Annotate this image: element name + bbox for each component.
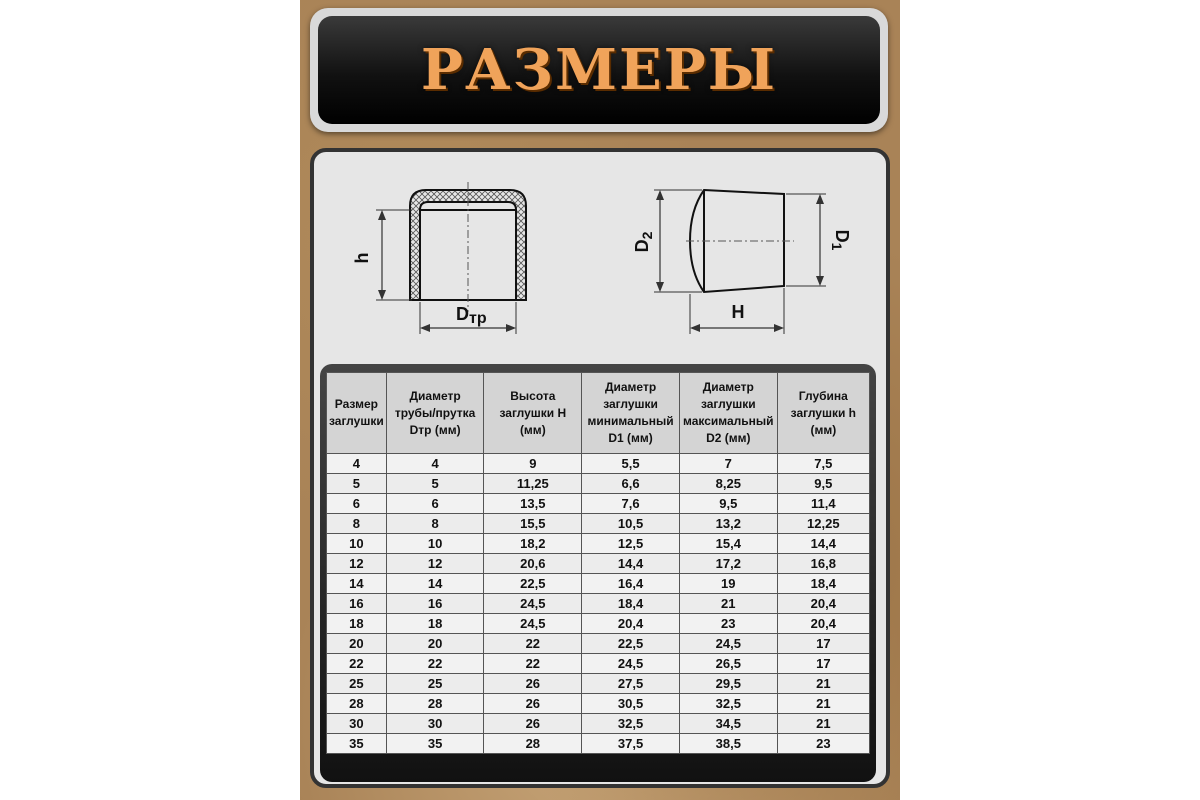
table-row xyxy=(327,474,870,494)
dimension-diagram xyxy=(314,152,886,352)
table-cell: 7,5 xyxy=(777,454,869,474)
table-cell: 29,5 xyxy=(679,674,777,694)
table-row xyxy=(327,734,870,754)
table-cell: 5 xyxy=(327,474,387,494)
table-cell: 7 xyxy=(679,454,777,474)
header-height: Высота заглушки H (мм) xyxy=(484,373,582,454)
table-row xyxy=(327,594,870,614)
table-row xyxy=(327,674,870,694)
table-cell: 37,5 xyxy=(582,734,680,754)
table-cell: 18 xyxy=(386,614,484,634)
table-cell: 18,4 xyxy=(582,594,680,614)
table-cell: 22 xyxy=(327,654,387,674)
table-cell: 21 xyxy=(679,594,777,614)
table-cell: 12,25 xyxy=(777,514,869,534)
table-cell: 23 xyxy=(679,614,777,634)
table-cell: 26 xyxy=(484,674,582,694)
table-cell: 4 xyxy=(386,454,484,474)
table-cell: 21 xyxy=(777,694,869,714)
table-cell: 24,5 xyxy=(484,594,582,614)
label-h: h xyxy=(352,252,372,264)
table-cell: 6 xyxy=(327,494,387,514)
sizes-table xyxy=(326,372,870,754)
table-row xyxy=(327,574,870,594)
table-row xyxy=(327,654,870,674)
table-cell: 10,5 xyxy=(582,514,680,534)
table-cell: 25 xyxy=(386,674,484,694)
table-cell: 28 xyxy=(386,694,484,714)
table-row xyxy=(327,534,870,554)
table-cell: 35 xyxy=(386,734,484,754)
table-cell: 8 xyxy=(386,514,484,534)
table-cell: 5 xyxy=(386,474,484,494)
table-cell: 26 xyxy=(484,714,582,734)
table-cell: 26 xyxy=(484,694,582,714)
table-cell: 11,4 xyxy=(777,494,869,514)
title-banner xyxy=(310,8,888,132)
table-cell: 17,2 xyxy=(679,554,777,574)
table-row xyxy=(327,694,870,714)
table-row xyxy=(327,634,870,654)
header-size: Размер заглушки xyxy=(327,373,387,454)
table-cell: 20 xyxy=(327,634,387,654)
table-cell: 10 xyxy=(386,534,484,554)
cap-section-drawing xyxy=(376,182,526,334)
table-cell: 14,4 xyxy=(777,534,869,554)
content-panel xyxy=(310,148,890,788)
table-cell: 18 xyxy=(327,614,387,634)
table-cell: 6 xyxy=(386,494,484,514)
table-cell: 14 xyxy=(327,574,387,594)
table-cell: 5,5 xyxy=(582,454,680,474)
table-cell: 13,2 xyxy=(679,514,777,534)
table-cell: 30 xyxy=(386,714,484,734)
label-d1: $D_1$ xyxy=(829,229,852,251)
table-cell: 13,5 xyxy=(484,494,582,514)
table-cell: 12 xyxy=(386,554,484,574)
table-header-row xyxy=(327,373,870,454)
table-cell: 14,4 xyxy=(582,554,680,574)
table-cell: 16,8 xyxy=(777,554,869,574)
table-cell: 23 xyxy=(777,734,869,754)
table-cell: 30 xyxy=(327,714,387,734)
table-cell: 18,2 xyxy=(484,534,582,554)
label-H: H xyxy=(731,302,745,322)
table-cell: 21 xyxy=(777,674,869,694)
label-d2: $D_2$ xyxy=(632,231,655,253)
table-cell: 26,5 xyxy=(679,654,777,674)
table-cell: 17 xyxy=(777,634,869,654)
table-cell: 21 xyxy=(777,714,869,734)
table-cell: 15,4 xyxy=(679,534,777,554)
table-cell: 27,5 xyxy=(582,674,680,694)
table-cell: 28 xyxy=(484,734,582,754)
table-cell: 22,5 xyxy=(582,634,680,654)
table-cell: 12 xyxy=(327,554,387,574)
table-cell: 4 xyxy=(327,454,387,474)
table-cell: 11,25 xyxy=(484,474,582,494)
table-cell: 9 xyxy=(484,454,582,474)
table-row xyxy=(327,614,870,634)
table-cell: 20 xyxy=(386,634,484,654)
title-banner-inner xyxy=(318,16,880,124)
table-cell: 30,5 xyxy=(582,694,680,714)
table-cell: 8,25 xyxy=(679,474,777,494)
table-row xyxy=(327,494,870,514)
table-row xyxy=(327,454,870,474)
header-max-diameter: Диаметр заглушки максимальный D2 (мм) xyxy=(679,373,777,454)
table-cell: 9,5 xyxy=(777,474,869,494)
table-cell: 10 xyxy=(327,534,387,554)
table-cell: 35 xyxy=(327,734,387,754)
table-cell: 22,5 xyxy=(484,574,582,594)
table-cell: 14 xyxy=(386,574,484,594)
page-title: РАЗМЕРЫ xyxy=(420,37,778,103)
table-cell: 38,5 xyxy=(679,734,777,754)
label-dtr: Dтр xyxy=(456,304,487,327)
table-cell: 7,6 xyxy=(582,494,680,514)
table-cell: 8 xyxy=(327,514,387,534)
table-cell: 22 xyxy=(386,654,484,674)
table-cell: 20,4 xyxy=(777,614,869,634)
header-depth: Глубина заглушки h (мм) xyxy=(777,373,869,454)
table-cell: 34,5 xyxy=(679,714,777,734)
table-cell: 16,4 xyxy=(582,574,680,594)
table-cell: 32,5 xyxy=(679,694,777,714)
table-cell: 9,5 xyxy=(679,494,777,514)
table-cell: 17 xyxy=(777,654,869,674)
table-cell: 20,4 xyxy=(582,614,680,634)
table-cell: 20,6 xyxy=(484,554,582,574)
table-cell: 25 xyxy=(327,674,387,694)
table-cell: 22 xyxy=(484,654,582,674)
table-cell: 22 xyxy=(484,634,582,654)
table-cell: 32,5 xyxy=(582,714,680,734)
table-cell: 28 xyxy=(327,694,387,714)
table-cell: 18,4 xyxy=(777,574,869,594)
table-row xyxy=(327,554,870,574)
table-frame xyxy=(320,364,876,782)
header-pipe-diameter: Диаметр трубы/прутка Dтр (мм) xyxy=(386,373,484,454)
header-min-diameter: Диаметр заглушки минимальный D1 (мм) xyxy=(582,373,680,454)
table-cell: 24,5 xyxy=(484,614,582,634)
table-cell: 19 xyxy=(679,574,777,594)
table-cell: 12,5 xyxy=(582,534,680,554)
table-cell: 16 xyxy=(386,594,484,614)
table-cell: 6,6 xyxy=(582,474,680,494)
table-row xyxy=(327,714,870,734)
table-cell: 15,5 xyxy=(484,514,582,534)
table-cell: 16 xyxy=(327,594,387,614)
table-cell: 24,5 xyxy=(582,654,680,674)
poster xyxy=(300,0,900,800)
table-cell: 24,5 xyxy=(679,634,777,654)
table-cell: 20,4 xyxy=(777,594,869,614)
table-row xyxy=(327,514,870,534)
